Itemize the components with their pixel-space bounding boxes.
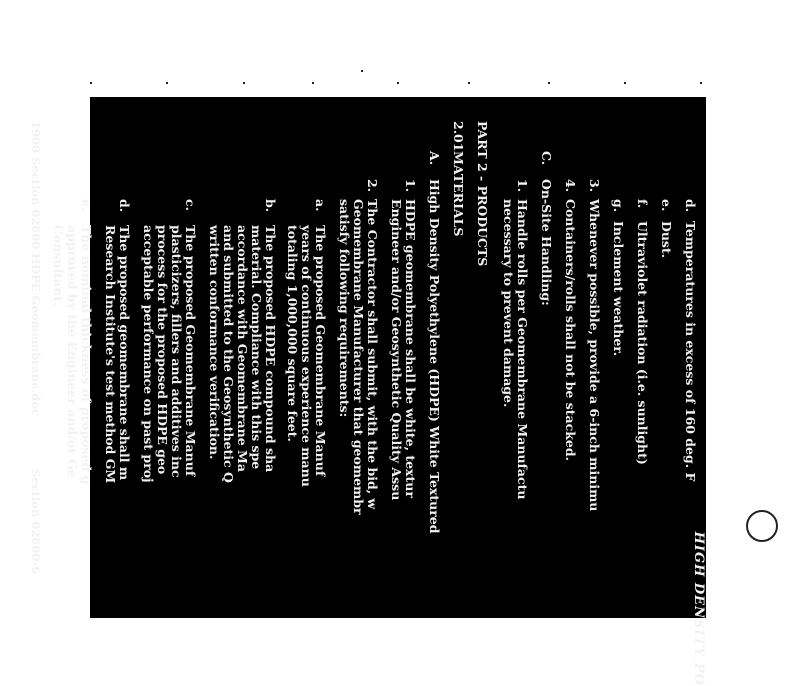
list-item-text: Consultant.	[51, 225, 66, 307]
list-item-text: satisfy following requirements:	[337, 199, 352, 418]
list-item-text: Geomembrane Manufacturer that geomembr	[351, 199, 366, 515]
section-marker: A.	[427, 151, 442, 166]
list-marker: d.	[117, 199, 132, 213]
scan-speck	[624, 82, 626, 84]
scan-speck	[700, 82, 702, 84]
list-marker: b.	[263, 199, 278, 213]
scan-speck	[468, 82, 470, 84]
list-marker: 1.	[515, 179, 530, 193]
list-item-text: The Contractor shall submit, with the bid, w	[365, 199, 380, 510]
list-item-text: plasticizers, fillers and additives inc	[169, 225, 184, 478]
part-heading: PART 2 - PRODUCTS	[475, 121, 490, 267]
list-marker: f.	[635, 199, 650, 209]
list-item-text: necessary to prevent damage.	[501, 199, 516, 408]
list-item-text: Research Institute's test method GM	[103, 225, 118, 484]
scan-speck	[361, 70, 363, 72]
list-item-text: The nominal thickness of proposed g	[79, 225, 94, 485]
list-item-text: totaling 1,000,000 square feet.	[285, 225, 300, 442]
rotated-document	[29, 121, 706, 686]
list-item-text: and submitted to the Geosynthetic Q	[221, 225, 236, 483]
article-number: 2.01	[451, 121, 466, 152]
list-item-text: HDPE geomembrane shall be white, textur	[403, 199, 418, 498]
scan-speck	[397, 82, 399, 84]
list-item-text: process for the proposed HDPE geo	[155, 225, 170, 475]
list-item-text: accordance with Geomembrane Ma	[235, 225, 250, 472]
list-item-text: Ultraviolet radiation (i.e. sunlight)	[635, 221, 650, 465]
list-item-text: Containers/rolls shall not be stacked.	[563, 199, 578, 461]
scan-speck	[90, 82, 92, 84]
footer-page-number: Section 02600-6	[29, 469, 43, 575]
article-title: MATERIALS	[451, 151, 466, 237]
list-item-text: The proposed geomembrane shall m	[117, 225, 132, 481]
list-marker: 1.	[403, 179, 418, 193]
list-marker: 2.	[365, 179, 380, 193]
list-marker: c.	[183, 199, 198, 211]
document-header: HIGH DENSITY PO	[691, 531, 706, 686]
scan-speck	[548, 82, 550, 84]
scanned-page	[29, 97, 706, 686]
list-item-text: The proposed Geomembrane Manuf	[183, 225, 198, 477]
list-marker: a.	[313, 199, 328, 212]
section-marker: C.	[539, 151, 554, 166]
list-item-text: Dust.	[659, 221, 674, 259]
scan-speck	[243, 82, 245, 84]
section-title: High Density Polyethylene (HDPE) White Textured	[427, 179, 442, 534]
list-item-text: Handle rolls per Geomembrane Manufactu	[515, 199, 530, 500]
list-marker: 4.	[563, 179, 578, 193]
list-marker: d.	[683, 199, 698, 213]
list-item-text: written conformance verification.	[207, 225, 222, 460]
list-item-text: The proposed HDPE compound sha	[263, 225, 278, 473]
list-item-text: material. Compliance with this spe	[249, 225, 264, 470]
punch-hole-circle	[746, 510, 778, 542]
scan-speck	[166, 82, 168, 84]
footer-filename: 1900 Section 02600 HDPE Geomembrane.doc	[29, 121, 43, 417]
list-item-text: Inclement weather.	[611, 221, 626, 357]
list-item-text: Whenever possible, provide a 6-inch minimu	[587, 199, 602, 512]
list-marker: e.	[659, 199, 674, 212]
scan-speck	[312, 82, 314, 84]
list-marker: g.	[611, 199, 626, 213]
section-title: On-Site Handling:	[539, 179, 554, 306]
list-item-text: The proposed Geomembrane Manuf	[313, 225, 328, 477]
list-item-text: approved by the Engineer and/or Ge	[65, 225, 80, 478]
list-item-text: years of continuous experience manu	[299, 225, 314, 487]
list-item-text: acceptable performance on past proj	[141, 225, 156, 483]
list-item-text: Temperatures in excess of 160 deg. F	[683, 221, 698, 482]
list-marker: e.	[79, 199, 94, 212]
list-item-text: Engineer and/or Geosynthetic Quality Assu	[389, 199, 404, 501]
list-marker: 3.	[587, 179, 602, 193]
